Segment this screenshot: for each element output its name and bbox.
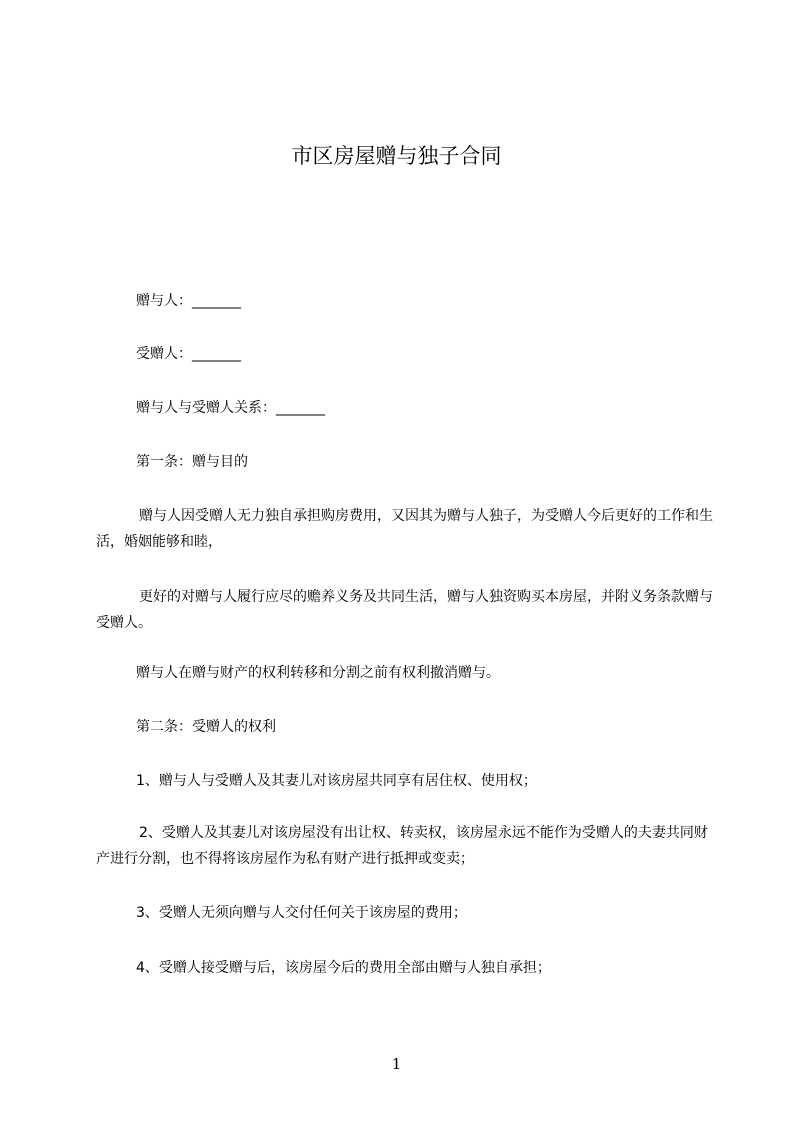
article-1-heading: 第一条：赠与目的 bbox=[136, 454, 248, 470]
article-2-item-1: 1、赠与人与受赠人及其妻儿对该房屋共同享有居住权、使用权； bbox=[136, 773, 537, 789]
article-2-heading: 第二条：受赠人的权利 bbox=[136, 719, 276, 735]
donor-field: 赠与人：_______ bbox=[136, 293, 241, 309]
article-1-paragraph-2: 更好的对赠与人履行应尽的赡养义务及共同生活，赠与人独资购买本房屋，并附义务条款赠与受赠人。 bbox=[96, 589, 713, 631]
document-title: 市区房屋赠与独子合同 bbox=[291, 144, 502, 168]
article-2-item-4: 4、受赠人接受赠与后，该房屋今后的费用全部由赠与人独自承担； bbox=[136, 960, 551, 976]
page-number: 1 bbox=[391, 1055, 402, 1073]
relationship-field: 赠与人与受赠人关系：_______ bbox=[136, 400, 325, 416]
article-2-item-2: 2、受赠人及其妻儿对该房屋没有出让权、转卖权，该房屋永远不能作为受赠人的夫妻共同财产进行分割，也不得将该房屋作为私有财产进行抵押或变卖； bbox=[96, 825, 708, 867]
donee-field: 受赠人：_______ bbox=[136, 346, 241, 362]
article-1-paragraph-3: 赠与人在赠与财产的权利转移和分割之前有权利撤消赠与。 bbox=[136, 665, 500, 681]
article-2-item-3: 3、受赠人无须向赠与人交付任何关于该房屋的费用； bbox=[136, 905, 467, 921]
article-1-paragraph-1: 赠与人因受赠人无力独自承担购房费用，又因其为赠与人独子，为受赠人今后更好的工作和生活，婚姻能够和睦， bbox=[96, 508, 713, 550]
